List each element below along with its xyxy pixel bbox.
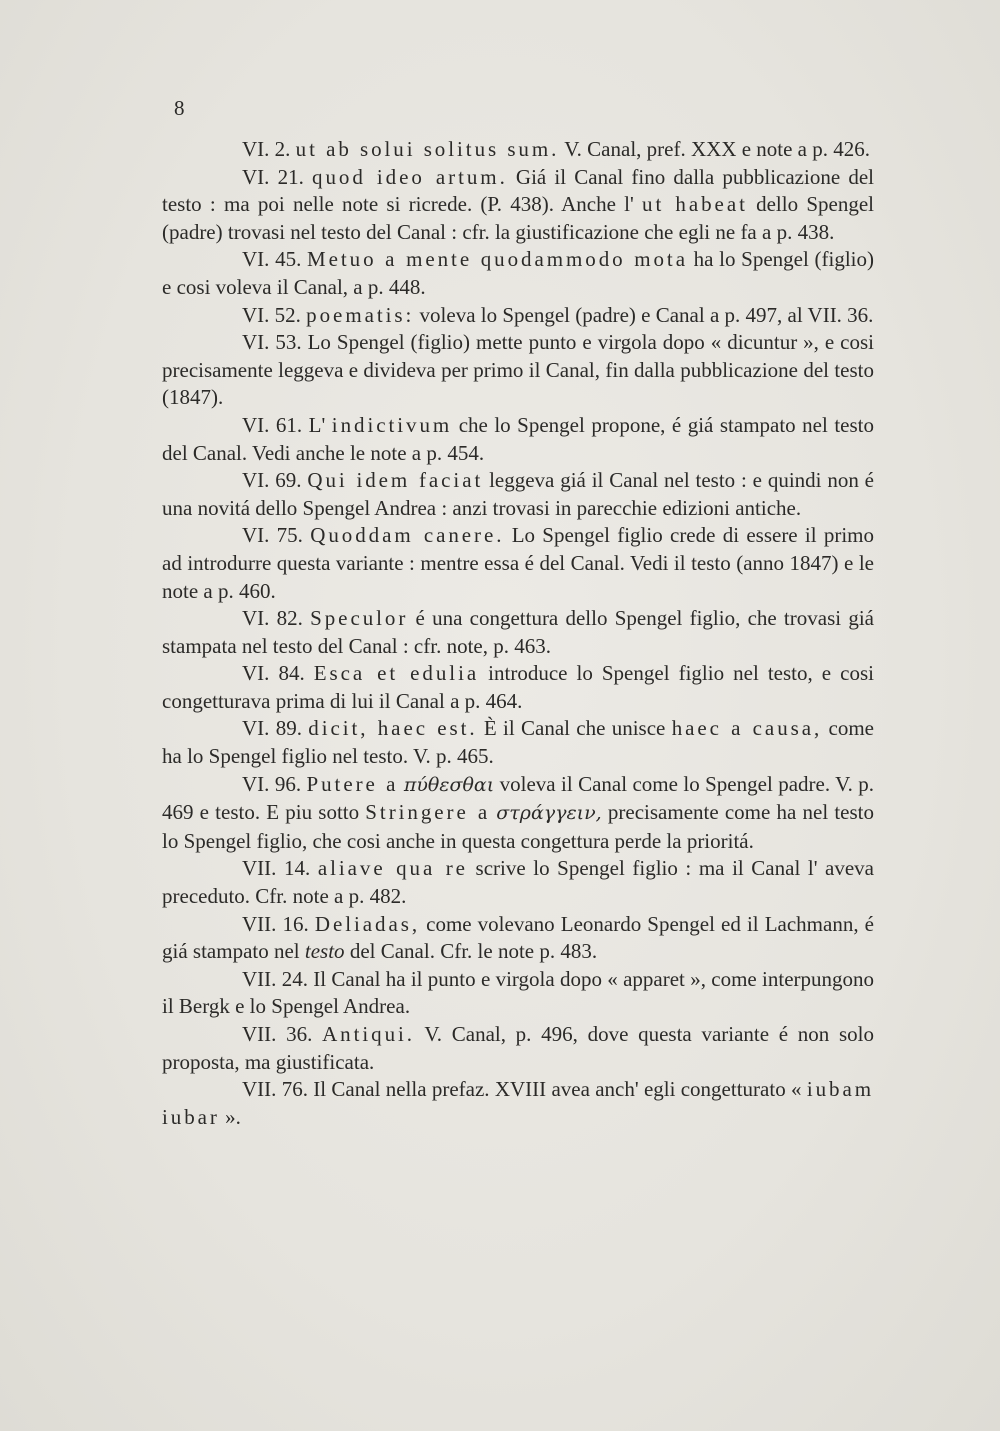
entry-text: Il Canal ha il punto e virgola dopo « apparet », come interpungono il Bergk e lo Spengel Andrea. — [162, 966, 875, 1019]
spaced-citation: Quoddam canere. — [310, 523, 505, 548]
note-entry — [162, 660, 874, 715]
note-entry — [162, 136, 874, 164]
entry-reference: VI. 96. — [242, 771, 302, 796]
entry-text: come volevano Leonardo Spengel ed il Lachmann, é giá stampato nel — [162, 911, 874, 964]
entry-text: ha lo Spengel (figlio) e cosi voleva il Canal, a p. 448. — [162, 247, 874, 299]
note-entry — [162, 605, 874, 660]
entry-text: Il Canal nella prefaz. XVIII avea anch' egli congetturato « — [313, 1077, 807, 1102]
spaced-citation: iubam iubar — [162, 1077, 875, 1129]
entry-reference: VI. 52. — [242, 302, 301, 327]
note-entry — [162, 966, 874, 1021]
spaced-citation: haec a causa, — [671, 716, 823, 741]
entry-text: scrive lo Spengel figlio : ma il Canal l' aveva preceduto. Cfr. note a p. 482. — [162, 856, 875, 909]
body-text — [162, 136, 874, 1131]
entry-text: Lo Spengel figlio crede di essere il primo ad introdurre questa variante : mentre essa é del Canal. Vedi il testo (anno 1847) e le note a p. 460. — [162, 523, 874, 603]
entry-reference: VI. 53. — [242, 330, 302, 355]
spaced-citation: Stringere a — [365, 800, 491, 825]
entry-reference: VI. 69. — [242, 468, 302, 493]
note-entry — [162, 164, 874, 247]
entry-text: é una congettura dello Spengel figlio, che trovasi giá stampata nel testo del Canal : cfr. note, p. 463. — [162, 606, 874, 658]
entry-text: che lo Spengel propone, é giá stampato nel testo del Canal. Vedi anche le note a p. 454. — [162, 412, 874, 465]
entry-text: dello Spengel (padre) trovasi nel testo del Canal : cfr. la giustificazione che egli ne fa a p. 438. — [162, 192, 874, 244]
entry-text: V. Canal, p. 496, dove questa variante é non solo proposta, ma giustificata. — [162, 1022, 875, 1074]
spaced-citation: Deliadas, — [314, 911, 421, 936]
note-entry — [162, 302, 874, 330]
greek-word: πύθεσθαι — [403, 773, 495, 796]
spaced-citation: dicit, haec est. — [308, 716, 478, 741]
note-entry — [162, 855, 874, 910]
entry-text: voleva lo Spengel (padre) e Canal a p. 497, al VII. 36. — [414, 302, 874, 327]
entry-text: del Canal. Cfr. le note p. 483. — [344, 939, 598, 964]
entry-reference: VI. 21. — [242, 164, 304, 189]
spaced-citation: Antiqui. — [322, 1022, 416, 1046]
entry-text: Lo Spengel (figlio) mette punto e virgola dopo « dicuntur », e cosi precisamente leggeva e divideva per primo il Canal, fin dalla pubblicazione del testo (1847). — [162, 330, 874, 410]
entry-text: È il Canal che unisce — [477, 716, 672, 741]
entry-text: L' — [308, 412, 332, 437]
entry-text: precisamente come ha nel testo lo Spengel figlio, che cosi anche in questa congettura perde la prioritá. — [162, 800, 874, 853]
note-entry — [162, 522, 874, 605]
entry-text: voleva il Canal come lo Spengel padre. V. p. 469 e testo. E piu sotto — [162, 771, 874, 825]
entry-reference: VI. 82. — [242, 606, 303, 631]
entry-reference: VI. 45. — [242, 247, 302, 272]
spaced-citation: Metuo a mente quodammodo mota — [307, 247, 688, 272]
note-entry — [162, 1021, 874, 1076]
spaced-citation: ut ab solui solitus sum. — [295, 137, 560, 161]
spaced-citation: Qui idem faciat — [307, 468, 484, 493]
entry-reference: VII. 36. — [242, 1022, 313, 1046]
note-entry — [162, 771, 874, 856]
entry-reference: VI. 75. — [242, 523, 303, 548]
note-entry — [162, 715, 874, 770]
entry-text: introduce lo Spengel figlio nel testo, e cosi congetturava prima di lui il Canal a p. 464. — [162, 661, 874, 713]
note-entry — [162, 412, 874, 467]
entry-text: come ha lo Spengel figlio nel testo. V. p. 465. — [162, 716, 874, 769]
entry-text: Giá il Canal fino dalla pubblicazione del testo : ma poi nelle note si ricrede. (P. 438). Anche l' — [162, 164, 874, 217]
entry-text: leggeva giá il Canal nel testo : e quindi non é una novitá dello Spengel Andrea : anzi trovasi in parecchie edizioni antiche. — [162, 468, 874, 520]
note-entry — [162, 1076, 874, 1131]
entry-text: V. Canal, pref. XXX e note a p. 426. — [559, 137, 871, 161]
greek-word: στράγγειν, — [496, 802, 602, 825]
spaced-citation: Esca et edulia — [313, 661, 480, 686]
entry-reference: VII. 24. — [242, 966, 308, 991]
entry-reference: VI. 84. — [242, 661, 305, 686]
note-entry — [162, 246, 874, 301]
spaced-citation: poematis: — [306, 302, 415, 327]
note-entry — [162, 467, 874, 522]
note-entry — [162, 329, 874, 412]
entry-text: ». — [219, 1104, 241, 1129]
entry-reference: VI. 61. — [242, 412, 303, 437]
spaced-citation: Speculor — [310, 606, 409, 631]
entry-reference: VI. 89. — [242, 716, 302, 741]
entry-reference: VII. 16. — [242, 911, 309, 936]
spaced-citation: Putere a — [306, 771, 399, 796]
spaced-citation: quod ideo artum. — [312, 164, 508, 189]
entry-reference: VII. 76. — [242, 1077, 308, 1102]
page-number: 8 — [174, 96, 185, 120]
italic-word: testo — [304, 939, 345, 964]
note-entry — [162, 911, 874, 966]
spaced-citation: indictivum — [331, 412, 453, 437]
spaced-citation: ut habeat — [642, 192, 748, 217]
entry-reference: VII. 14. — [242, 856, 311, 881]
spaced-citation: aliave qua re — [317, 856, 468, 881]
entry-reference: VI. 2. — [242, 137, 291, 161]
